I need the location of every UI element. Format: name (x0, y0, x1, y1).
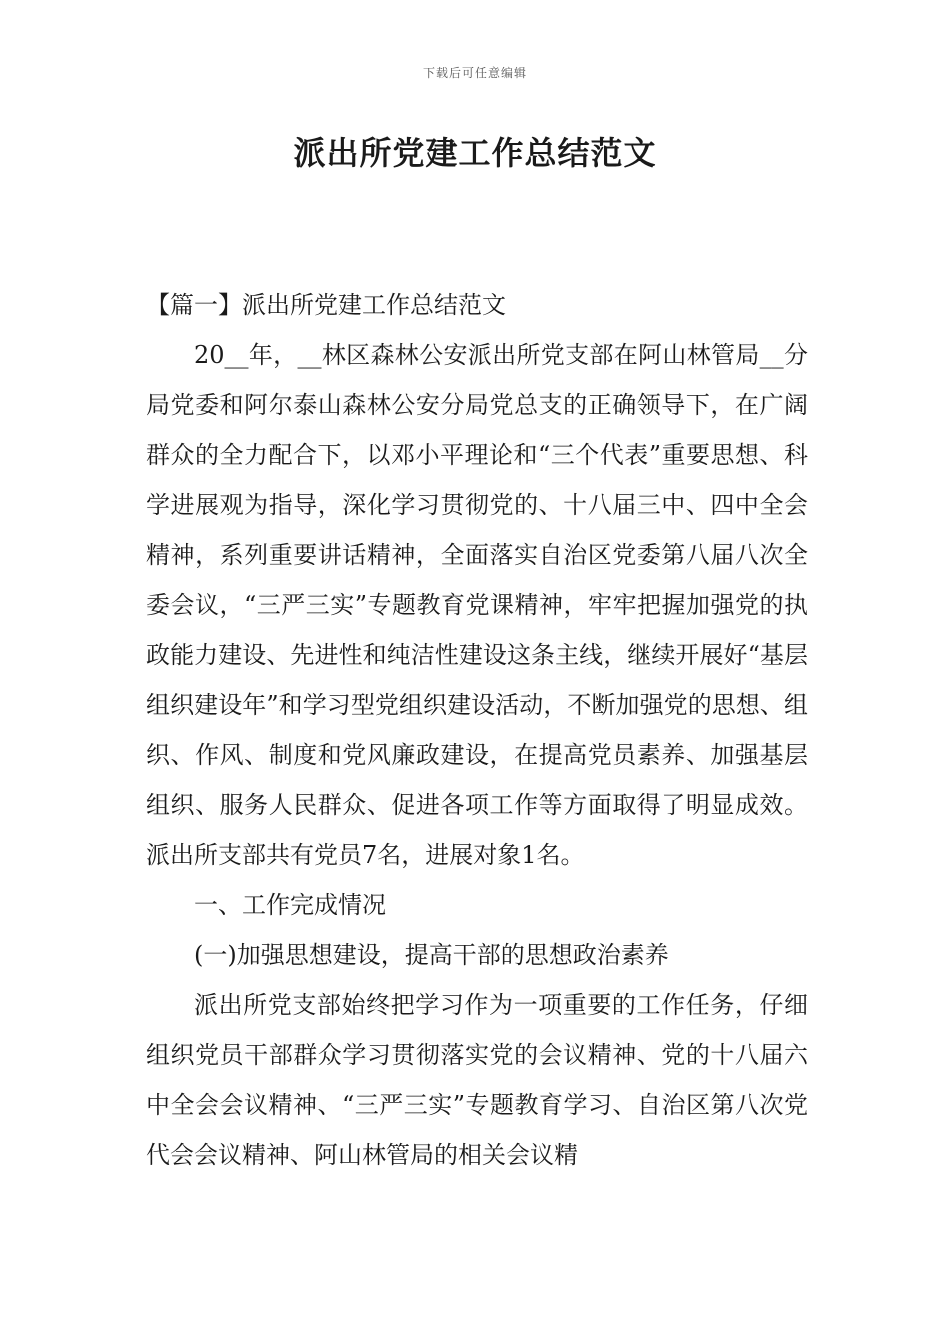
document-body (146, 280, 808, 1180)
section-label: 【篇一】派出所党建工作总结范文 (146, 291, 506, 319)
header-note: 下载后可任意编辑 (422, 66, 527, 80)
heading-work-completion: 一、工作完成情况 (194, 891, 386, 919)
body-paragraph: 派出所党支部始终把学习作为一项重要的工作任务，仔细组织党员干部群众学习贯彻落实党的会议精神、党的十八届六中全会会议精神、“三严三实”专题教育学习、自治区第八次党代会会议精神、阿山林管局的相关会议精 (146, 991, 808, 1169)
subheading-ideological-building: (一)加强思想建设，提高干部的思想政治素养 (194, 941, 669, 969)
document-title: 派出所党建工作总结范文 (293, 134, 657, 172)
intro-paragraph: 20__年，__林区森林公安派出所党支部在阿山林管局__分局党委和阿尔泰山森林公安分局党总支的正确领导下，在广阔群众的全力配合下，以邓小平理论和“三个代表”重要思想、科学进展观为指导，深化学习贯彻党的、十八届三中、四中全会精神，系列重要讲话精神，全面落实自治区党委第八届八次全委会议，“三严三实”专题教育党课精神，牢牢把握加强党的执政能力建设、先进性和纯洁性建设这条主线，继续开展好“基层组织建设年”和学习型党组织建设活动，不断加强党的思想、组织、作风、制度和党风廉政建设，在提高党员素养、加强基层组织、服务人民群众、促进各项工作等方面取得了明显成效。派出所支部共有党员7名，进展对象1名。 (146, 341, 808, 869)
